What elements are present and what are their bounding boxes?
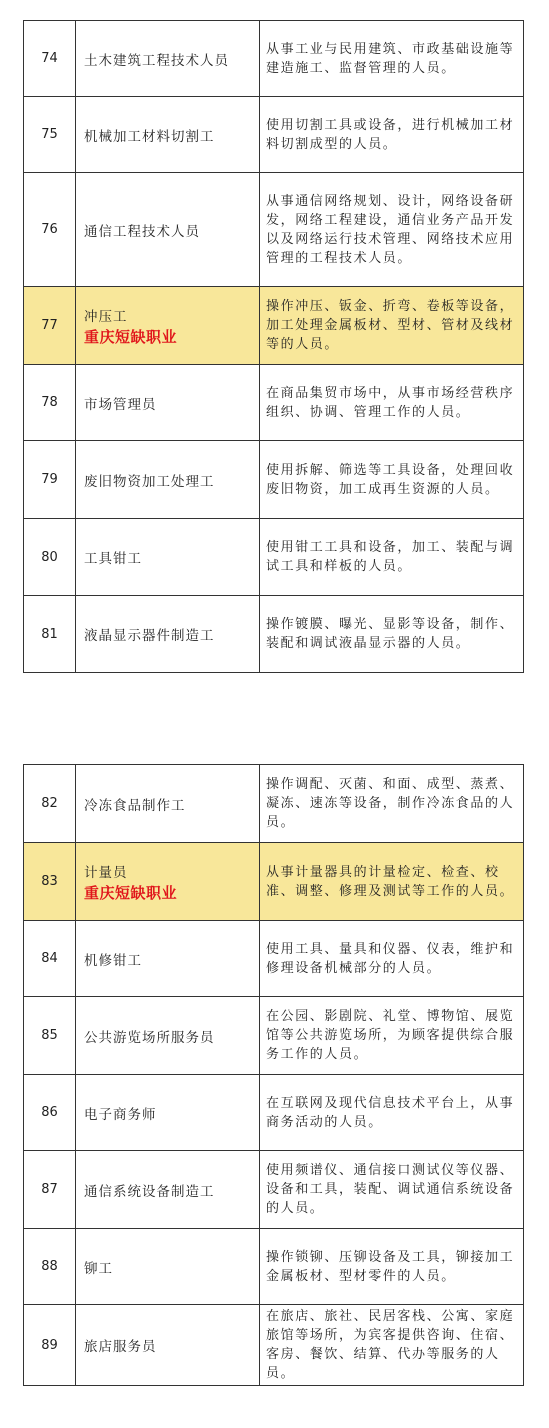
table-row <box>24 365 524 441</box>
shortage-tag: 重庆短缺职业 <box>84 883 178 902</box>
occupation-table-2 <box>23 764 524 1386</box>
occupation-name: 计量员 <box>84 864 128 881</box>
row-number: 81 <box>24 596 76 673</box>
occupation-description: 使用切割工具或设备，进行机械加工材料切割成型的人员。 <box>260 97 524 173</box>
table-row <box>24 765 524 843</box>
table-row <box>24 1151 524 1229</box>
occupation-description: 从事通信网络规划、设计，网络设备研发，网络工程建设，通信业务产品开发以及网络运行技术管理、网络技术应用管理的工程技术人员。 <box>260 173 524 287</box>
row-number: 89 <box>24 1305 76 1386</box>
row-number: 75 <box>24 97 76 173</box>
occupation-description: 在公园、影剧院、礼堂、博物馆、展览馆等公共游览场所，为顾客提供综合服务工作的人员。 <box>260 997 524 1075</box>
occupation-name: 旅店服务员 <box>76 1305 260 1386</box>
row-number: 77 <box>24 287 76 365</box>
occupation-name-cell <box>76 287 260 365</box>
row-number: 88 <box>24 1229 76 1305</box>
occupation-name: 机修钳工 <box>76 921 260 997</box>
occupation-name: 通信系统设备制造工 <box>76 1151 260 1229</box>
occupation-description: 从事计量器具的计量检定、检查、校准、调整、修理及测试等工作的人员。 <box>260 843 524 921</box>
occupation-name: 公共游览场所服务员 <box>76 997 260 1075</box>
row-number: 80 <box>24 519 76 596</box>
table-row <box>24 173 524 287</box>
occupation-description: 在互联网及现代信息技术平台上，从事商务活动的人员。 <box>260 1075 524 1151</box>
table-row <box>24 596 524 673</box>
row-number: 78 <box>24 365 76 441</box>
occupation-description: 在旅店、旅社、民居客栈、公寓、家庭旅馆等场所，为宾客提供咨询、住宿、客房、餐饮、结算、代办等服务的人员。 <box>260 1305 524 1386</box>
row-number: 84 <box>24 921 76 997</box>
occupation-description: 使用工具、量具和仪器、仪表，维护和修理设备机械部分的人员。 <box>260 921 524 997</box>
occupation-name: 电子商务师 <box>76 1075 260 1151</box>
shortage-tag: 重庆短缺职业 <box>84 327 178 346</box>
table-row <box>24 1075 524 1151</box>
table-row <box>24 997 524 1075</box>
table-row <box>24 1305 524 1386</box>
row-number: 86 <box>24 1075 76 1151</box>
occupation-name: 市场管理员 <box>76 365 260 441</box>
occupation-description: 操作调配、灭菌、和面、成型、蒸煮、凝冻、速冻等设备，制作冷冻食品的人员。 <box>260 765 524 843</box>
occupation-name: 通信工程技术人员 <box>76 173 260 287</box>
row-number: 74 <box>24 21 76 97</box>
occupation-description: 操作镀膜、曝光、显影等设备，制作、装配和调试液晶显示器的人员。 <box>260 596 524 673</box>
occupation-description: 从事工业与民用建筑、市政基础设施等建造施工、监督管理的人员。 <box>260 21 524 97</box>
occupation-name: 机械加工材料切割工 <box>76 97 260 173</box>
occupation-description: 操作锁铆、压铆设备及工具，铆接加工金属板材、型材零件的人员。 <box>260 1229 524 1305</box>
occupation-description: 使用钳工工具和设备，加工、装配与调试工具和样板的人员。 <box>260 519 524 596</box>
occupation-name: 铆工 <box>76 1229 260 1305</box>
row-number: 87 <box>24 1151 76 1229</box>
occupation-name: 冲压工 <box>84 308 128 325</box>
occupation-description: 操作冲压、钣金、折弯、卷板等设备，加工处理金属板材、型材、管材及线材等的人员。 <box>260 287 524 365</box>
table-row <box>24 441 524 519</box>
row-number: 76 <box>24 173 76 287</box>
occupation-name: 土木建筑工程技术人员 <box>76 21 260 97</box>
table-row <box>24 1229 524 1305</box>
occupation-table-1 <box>23 20 524 673</box>
occupation-name: 废旧物资加工处理工 <box>76 441 260 519</box>
occupation-name: 液晶显示器件制造工 <box>76 596 260 673</box>
row-number: 82 <box>24 765 76 843</box>
table-row-highlighted <box>24 287 524 365</box>
row-number: 83 <box>24 843 76 921</box>
occupation-description: 使用频谱仪、通信接口测试仪等仪器、设备和工具，装配、调试通信系统设备的人员。 <box>260 1151 524 1229</box>
table-row-highlighted <box>24 843 524 921</box>
table-row <box>24 921 524 997</box>
occupation-name-cell <box>76 843 260 921</box>
occupation-name: 工具钳工 <box>76 519 260 596</box>
table-row <box>24 21 524 97</box>
row-number: 85 <box>24 997 76 1075</box>
row-number: 79 <box>24 441 76 519</box>
occupation-name: 冷冻食品制作工 <box>76 765 260 843</box>
table-row <box>24 519 524 596</box>
occupation-description: 在商品集贸市场中，从事市场经营秩序组织、协调、管理工作的人员。 <box>260 365 524 441</box>
table-row <box>24 97 524 173</box>
occupation-description: 使用拆解、筛选等工具设备，处理回收废旧物资，加工成再生资源的人员。 <box>260 441 524 519</box>
